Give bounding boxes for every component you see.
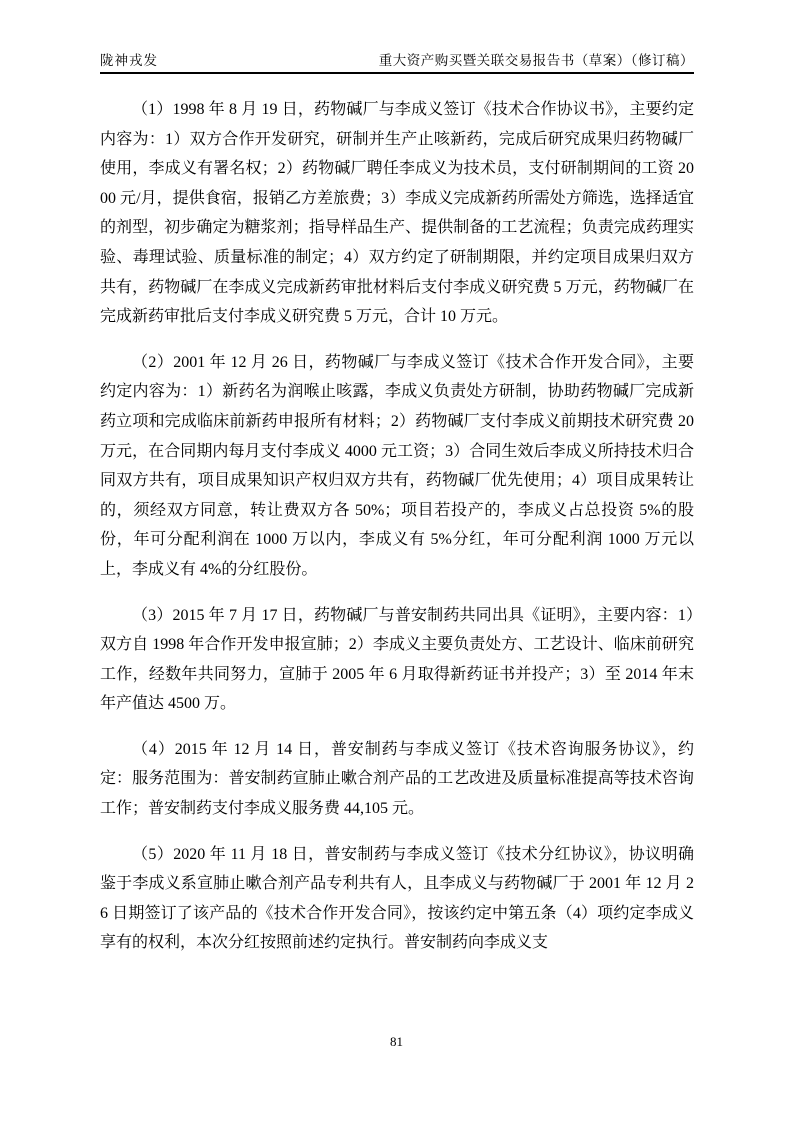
header-company-name: 陇神戎发 xyxy=(100,53,158,68)
page-header xyxy=(100,52,694,74)
page-footer xyxy=(0,1034,793,1050)
header-report-title: 重大资产购买暨关联交易报告书（草案）（修订稿） xyxy=(378,53,694,68)
paragraph-dividend-2020: （5）2020 年 11 月 18 日，普安制药与李成义签订《技术分红协议》，协议明确鉴于李成义系宣肺止嗽合剂产品专利共有人，且李成义与药物碱厂于 2001 年 12 月 26 日期签订了该产品的《技术合作开发合同》，按该约定中第五条（4）项约定李成义享有的权利，本次分红按照前述约定执行。普安制药向李成义支 xyxy=(100,845,694,952)
paragraph-agreement-1998: （1）1998 年 8 月 19 日，药物碱厂与李成义签订《技术合作协议书》，主要约定内容为：1）双方合作开发研究，研制并生产止咳新药，完成后研究成果归药物碱厂使用，李成义有署名权；2）药物碱厂聘任李成义为技术员，支付研制期间的工资 2000 元/月，提供食宿，报销乙方差旅费；3）李成义完成新药所需处方筛选，选择适宜的剂型，初步确定为糖浆剂；指导样品生产、提供制备的工艺流程；负责完成药理实验、毒理试验、质量标准的制定；4）双方约定了研制期限，并约定项目成果归双方共有，药物碱厂在李成义完成新药审批材料后支付李成义研究费 5 万元，药物碱厂在完成新药审批后支付李成义研究费 5 万元，合计 10 万元。 xyxy=(100,101,694,326)
paragraph-contract-2001: （2）2001 年 12 月 26 日，药物碱厂与李成义签订《技术合作开发合同》，主要约定内容为：1）新药名为润喉止咳露，李成义负责处方研制，协助药物碱厂完成新药立项和完成临床前新药申报所有材料；2）药物碱厂支付李成义前期技术研究费 20 万元，在合同期内每月支付李成义 4000 元工资；3）合同生效后李成义所持技术归合同双方共有，项目成果知识产权归双方共有，药物碱厂优先使用；4）项目成果转让的，须经双方同意，转让费双方各 50%；项目若投产的，李成义占总投资 5%的股份，年可分配利润在 1000 万以内，李成义有 5%分红，年可分配利润 1000 万元以上，李成义有 4%的分红股份。 xyxy=(100,353,694,578)
document-body xyxy=(100,95,694,974)
paragraph-consulting-2015: （4）2015 年 12 月 14 日，普安制药与李成义签订《技术咨询服务协议》，约定：服务范围为：普安制药宣肺止嗽合剂产品的工艺改进及质量标准提高等技术咨询工作；普安制药支付李成义服务费 44,105 元。 xyxy=(100,740,694,818)
page-number: 81 xyxy=(390,1034,403,1049)
paragraph-certificate-2015: （3）2015 年 7 月 17 日，药物碱厂与普安制药共同出具《证明》，主要内容：1）双方自 1998 年合作开发申报宣肺；2）李成义主要负责处方、工艺设计、临床前研究工作，经数年共同努力，宣肺于 2005 年 6 月取得新药证书并投产；3）至 2014 年末年产值达 4500 万。 xyxy=(100,606,694,713)
